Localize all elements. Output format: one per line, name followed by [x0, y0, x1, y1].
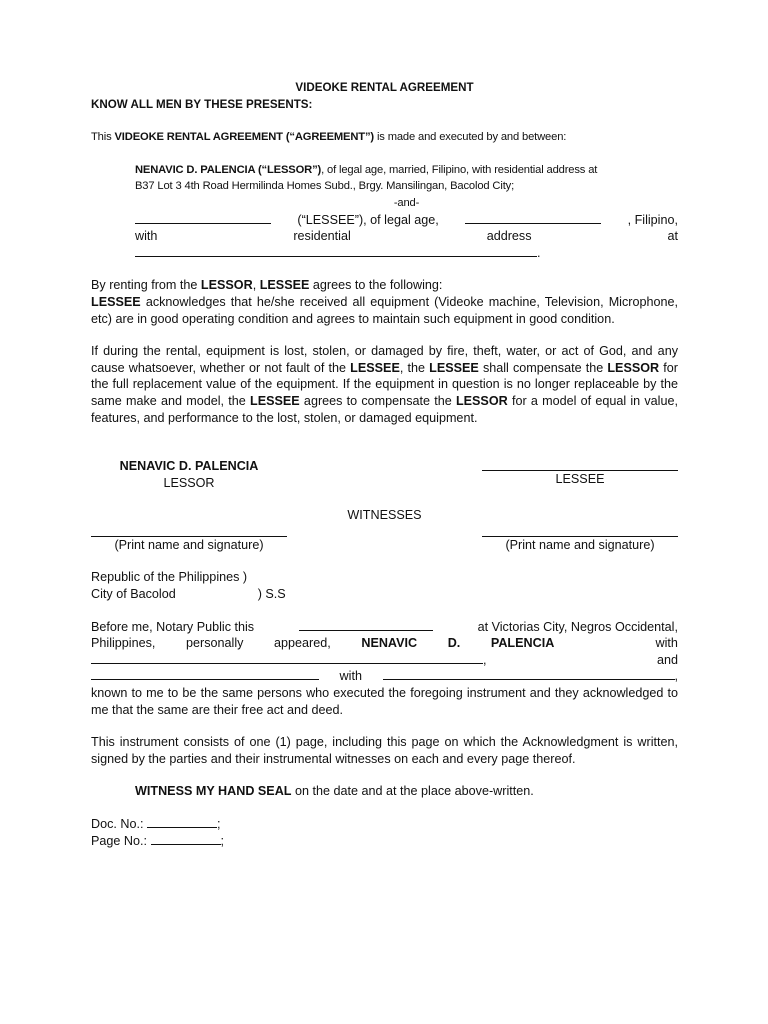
para2-b3: LESSOR [607, 360, 660, 375]
notary-location: at Victorias City, Negros Occidental, [477, 619, 678, 634]
notary-rest: known to me to be the same persons who executed the foregoing instrument and they acknowledged to me that the same are their free act and deed. [91, 686, 678, 717]
word-appeared: appeared, [274, 636, 331, 651]
and-separator: -and- [393, 196, 420, 209]
lessor-label: LESSOR [163, 475, 215, 490]
lessor-signature [91, 458, 287, 491]
lessor-name: NENAVIC D. PALENCIA (“LESSOR”) [135, 163, 322, 176]
witness-seal-rest: on the date and at the place above-written. [291, 784, 534, 799]
word-and: and [656, 652, 678, 667]
agree-text-c: agrees to the following: [309, 278, 443, 293]
lessor-address: B37 Lot 3 4th Road Hermilinda Homes Subd., Brgy. Mansilingan, Bacolod City; [135, 180, 515, 193]
para1-text: acknowledges that he/she received all equipment (Videoke machine, Television, Microphone, etc) are in good operating condition and agrees to maintain such equipment in good condition. [91, 294, 678, 326]
para2-t3: shall compensate the [478, 360, 608, 375]
doc-no-blank [147, 816, 217, 828]
para2-t6: for a model of equal in value, features, and performance to the lost, stolen, or damaged equipment. [91, 393, 678, 425]
para2-t4: for the full replacement value of the equipment. If the equipment in question is no longer replaceable by the same make and model, the [91, 360, 678, 408]
notary-party-blank [91, 652, 483, 664]
lessee-signature [482, 458, 678, 491]
notary-party2-blank [91, 668, 319, 680]
agree-intro [91, 277, 678, 294]
witness-seal-line [91, 783, 678, 800]
para2-t5: agrees to compensate the [299, 393, 456, 408]
lessor-line [135, 162, 678, 179]
know-all-heading: KNOW ALL MEN BY THESE PRESENTS: [91, 97, 313, 111]
venue-ss: ) S.S [257, 587, 286, 602]
notary-line-2 [91, 635, 678, 652]
document-title: VIDEOKE RENTAL AGREEMENT [295, 81, 474, 94]
period: . [537, 245, 541, 260]
witness-1-line [91, 524, 287, 537]
lessee-name-blank [135, 212, 271, 224]
notary-line-4 [91, 668, 678, 685]
notary-line-1 [91, 619, 678, 636]
notary-date-blank [299, 619, 433, 631]
notary-name-middle: D. [447, 636, 461, 651]
lessor-sign-name: NENAVIC D. PALENCIA [119, 459, 259, 474]
para2-b1: LESSEE [350, 360, 400, 375]
para1-lessee: LESSEE [91, 294, 141, 309]
witness-1 [91, 524, 287, 554]
lessee-line-1 [135, 212, 678, 229]
witness-2-line [482, 524, 678, 537]
word-at: at [667, 229, 678, 244]
lessor-details: , of legal age, married, Filipino, with residential address at [321, 163, 598, 176]
lessee-role-text: (“LESSEE”), of legal age, [297, 212, 439, 227]
doc-no-end: ; [217, 817, 221, 831]
para2-b5: LESSOR [455, 393, 508, 408]
para2-t1: If during the rental, equipment is lost, stolen, or damaged by fire, theft, water, or act of God, and any cause whatsoever, whether or not fault of the [91, 344, 678, 375]
equipment-paragraph [91, 294, 678, 327]
lessee-block [91, 212, 678, 262]
venue-block [91, 569, 678, 602]
agree-lessee: LESSEE [259, 278, 310, 293]
witness-1-label: (Print name and signature) [114, 537, 264, 552]
witness-seal-bold: WITNESS MY HAND SEAL [135, 784, 292, 799]
venue-republic: Republic of the Philippines ) [91, 570, 248, 585]
page-no-end: ; [220, 833, 225, 848]
agree-lessor: LESSOR [200, 278, 253, 293]
instrument-paragraph: This instrument consists of one (1) page, including this page on which the Acknowledgment is written, signed by the parties and their instrumental witnesses on each and every page thereof. [91, 735, 678, 766]
lessee-address-blank [135, 245, 537, 257]
intro-agreement-name: VIDEOKE RENTAL AGREEMENT (“AGREEMENT”) [114, 131, 374, 144]
intro-suffix: is made and executed by and between: [374, 131, 567, 144]
lessee-signature-line [482, 458, 678, 471]
lessee-line-2 [135, 228, 678, 245]
witness-2-label: (Print name and signature) [505, 537, 655, 552]
notary-before: Before me, Notary Public this [91, 619, 255, 634]
word-residential: residential [293, 229, 351, 244]
comma-2: , [674, 669, 678, 684]
intro-prefix: This [91, 131, 115, 144]
word-with: with [135, 229, 158, 244]
witness-2 [482, 524, 678, 554]
page-no-blank [151, 833, 221, 845]
para2-b2: LESSEE [429, 360, 479, 375]
witnesses-heading: WITNESSES [347, 508, 422, 523]
signatories-row [91, 458, 678, 491]
witnesses-row [91, 524, 678, 554]
word-philippines: Philippines, [91, 636, 156, 651]
para2-t2: , the [399, 360, 430, 375]
page-no-line [91, 833, 678, 850]
lessee-label: LESSEE [555, 472, 605, 487]
venue-city-row [91, 586, 678, 603]
notary-name-last: PALENCIA [490, 636, 555, 651]
lessee-nationality: , Filipino, [627, 212, 678, 227]
notary-witness-blank [383, 668, 675, 680]
lessee-age-blank [465, 212, 601, 224]
page-no-label: Page No.: [91, 833, 148, 848]
venue-city: City of Bacolod [91, 587, 176, 602]
comma: , [483, 652, 487, 667]
liability-paragraph [91, 343, 678, 426]
intro-paragraph [91, 129, 678, 146]
lessee-address-line [135, 245, 678, 262]
parties-block [91, 162, 678, 212]
agree-text-b: , [252, 278, 260, 293]
agree-text-a: By renting from the [91, 278, 201, 293]
doc-no-label: Doc. No.: [91, 817, 144, 831]
notary-line-3 [91, 652, 678, 669]
para2-b4: LESSEE [250, 393, 300, 408]
doc-no-line [91, 816, 678, 833]
word-personally: personally [186, 636, 244, 651]
word-address: address [486, 229, 532, 244]
agreement-document [91, 80, 678, 849]
word-with-2: with [339, 669, 362, 684]
word-with: with [655, 636, 678, 651]
notary-block [91, 619, 678, 719]
notary-name-first: NENAVIC [361, 636, 418, 651]
